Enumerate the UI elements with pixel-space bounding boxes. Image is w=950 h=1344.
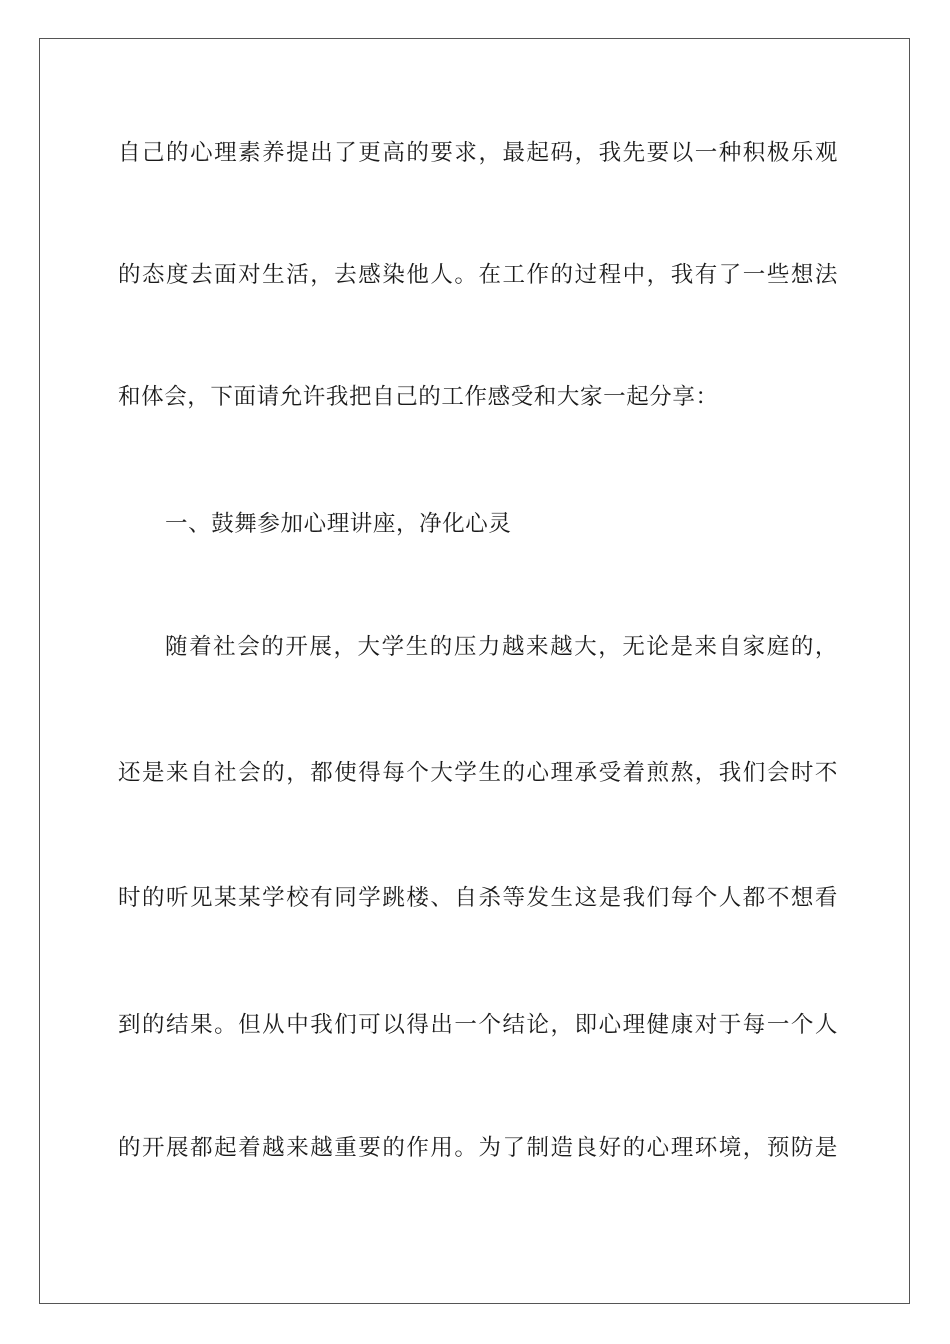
body-text-line: 随着社会的开展，大学生的压力越来越大，无论是来自家庭的， <box>165 634 838 660</box>
body-text-line: 到的结果。但从中我们可以得出一个结论，即心理健康对于每一个人 <box>118 1012 838 1038</box>
page-frame <box>39 38 910 1304</box>
body-text-line: 自己的心理素养提出了更高的要求，最起码，我先要以一种积极乐观 <box>118 140 838 166</box>
body-text-line: 和体会，下面请允许我把自己的工作感受和大家一起分享： <box>118 384 719 410</box>
body-text-line: 还是来自社会的，都使得每个大学生的心理承受着煎熬，我们会时不 <box>118 760 838 786</box>
body-text-line: 的开展都起着越来越重要的作用。为了制造良好的心理环境，预防是 <box>118 1135 838 1161</box>
section-heading: 一、鼓舞参加心理讲座，净化心灵 <box>165 511 512 537</box>
body-text-line: 时的听见某某学校有同学跳楼、自杀等发生这是我们每个人都不想看 <box>118 885 838 911</box>
body-text-line: 的态度去面对生活，去感染他人。在工作的过程中，我有了一些想法 <box>118 262 838 288</box>
